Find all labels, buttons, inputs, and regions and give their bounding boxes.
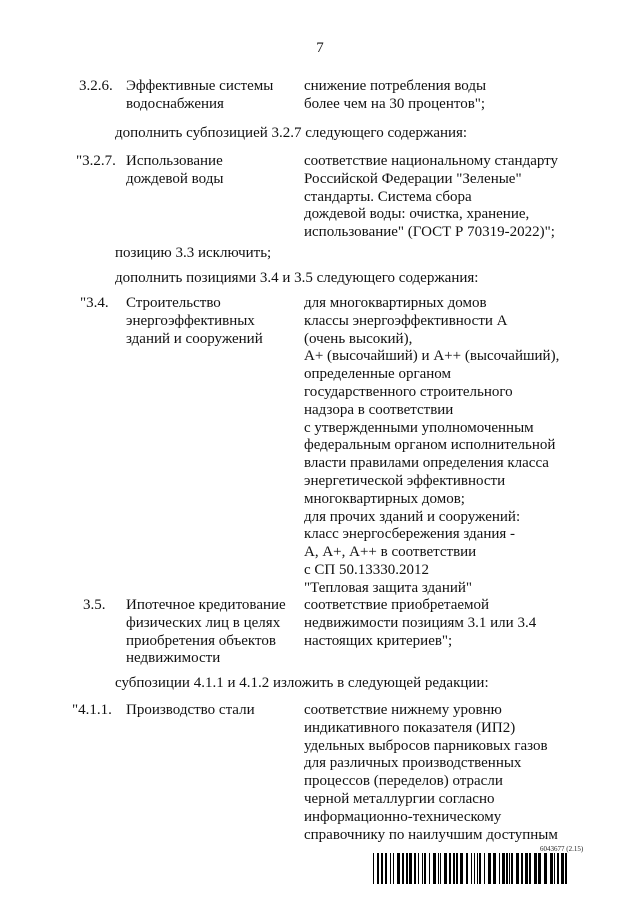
instruction-paragraph: дополнить субпозицией 3.2.7 следующего содержания: [115, 125, 468, 141]
criteria-number: "3.4. [80, 295, 109, 311]
barcode [373, 853, 567, 884]
criteria-name: Строительство энергоэффективных зданий и сооружений [126, 295, 263, 347]
criteria-description: соответствие нижнему уровню индикативного показателя (ИП2) удельных выбросов парниковых газов для различных производственных процессов (переделов) отрасли черной металлургии согласно информационно-техническому справочнику по наилучшим доступным [304, 702, 558, 843]
criteria-name: Ипотечное кредитование физических лиц в целях приобретения объектов недвижимости [126, 597, 286, 667]
criteria-number: 3.5. [83, 597, 106, 613]
criteria-name: Эффективные системы водоснабжения [126, 78, 274, 112]
criteria-number: "4.1.1. [72, 702, 112, 718]
instruction-paragraph: дополнить позициями 3.4 и 3.5 следующего содержания: [115, 270, 479, 286]
criteria-description: для многоквартирных домов классы энергоэффективности А (очень высокий), А+ (высочайший) и А++ (высочайший), определенные органом государственного строительного надзора в соответствии с утвержденными уполномоченным федеральным органом исполнительной власти правилами определения класса энергетической эффективности многоквартирных домов; для прочих зданий и сооружений: класс энергосбережения здания - А, А+, А++ в соответствии с СП 50.13330.2012 "Тепловая защита зданий" [304, 295, 560, 596]
criteria-number: 3.2.6. [79, 78, 113, 94]
criteria-name: Использование дождевой воды [126, 153, 224, 187]
criteria-number: "3.2.7. [76, 153, 116, 169]
criteria-name: Производство стали [126, 702, 255, 718]
page-number: 7 [316, 40, 324, 56]
instruction-paragraph: позицию 3.3 исключить; [115, 245, 272, 261]
criteria-description: снижение потребления воды более чем на 30 процентов"; [304, 78, 487, 112]
criteria-description: соответствие национальному стандарту Российской Федерации "Зеленые" стандарты. Система сбора дождевой воды: очистка, хранение, использование" (ГОСТ Р 70319-2022)"; [304, 153, 559, 241]
criteria-description: соответствие приобретаемой недвижимости позициям 3.1 или 3.4 настоящих критериев"; [304, 597, 537, 649]
instruction-paragraph: субпозиции 4.1.1 и 4.1.2 изложить в следующей редакции: [115, 675, 489, 691]
document-code: 6043677 (2.15) [540, 845, 584, 853]
